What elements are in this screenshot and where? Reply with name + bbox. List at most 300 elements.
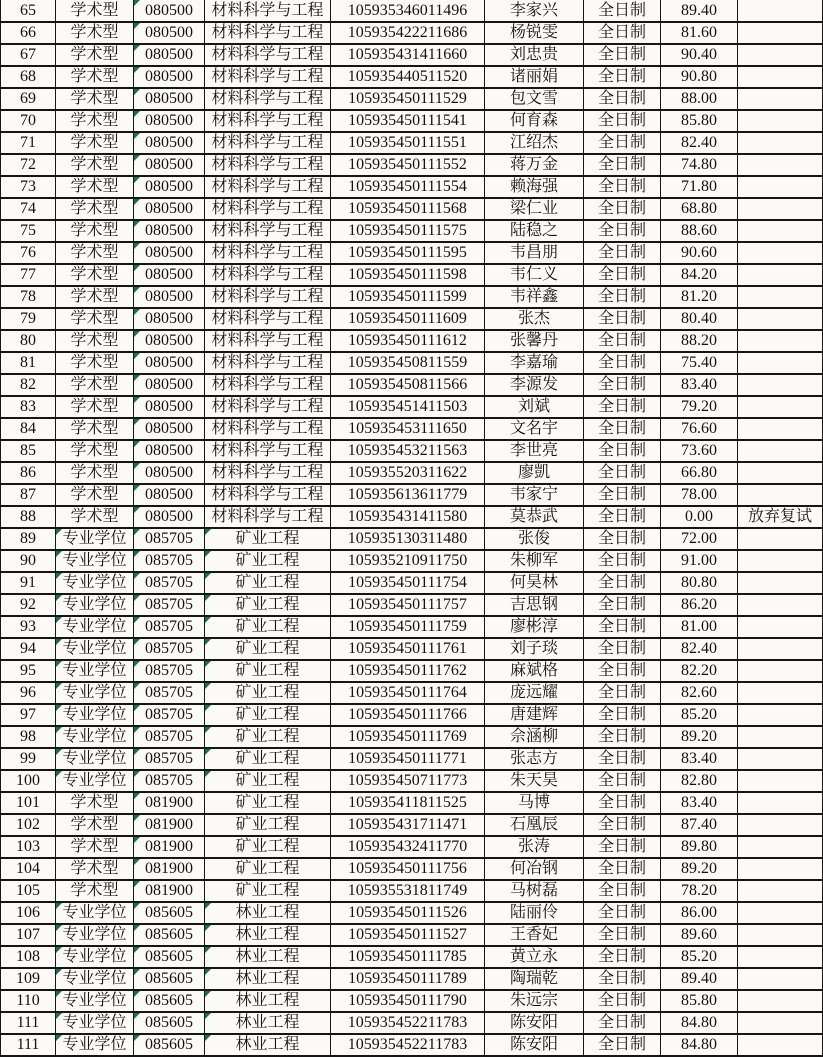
cell-study-mode[interactable]: 全日制 <box>584 374 661 396</box>
cell-study-mode[interactable]: 全日制 <box>584 550 661 572</box>
cell-candidate-id[interactable]: 105935210911750 <box>331 550 485 572</box>
cell-study-mode[interactable]: 全日制 <box>584 484 661 506</box>
cell-candidate-id[interactable]: 105935450111527 <box>331 924 485 946</box>
cell-major-code[interactable]: 080500 <box>134 198 205 220</box>
cell-candidate-id[interactable]: 105935346011496 <box>331 0 485 22</box>
cell-row-number[interactable]: 74 <box>1 198 56 220</box>
cell-remark[interactable] <box>738 704 823 726</box>
cell-candidate-id[interactable]: 105935450111552 <box>331 154 485 176</box>
cell-degree-type[interactable]: 学术型 <box>56 418 134 440</box>
cell-degree-type[interactable]: 学术型 <box>56 22 134 44</box>
cell-major-code[interactable]: 080500 <box>134 88 205 110</box>
cell-candidate-name[interactable]: 马博 <box>485 792 584 814</box>
cell-candidate-id[interactable]: 105935531811749 <box>331 880 485 902</box>
cell-major-code[interactable]: 085705 <box>134 660 205 682</box>
cell-remark[interactable] <box>738 132 823 154</box>
cell-remark[interactable] <box>738 880 823 902</box>
cell-degree-type[interactable]: 学术型 <box>56 66 134 88</box>
cell-major-code[interactable]: 080500 <box>134 242 205 264</box>
cell-major-code[interactable]: 080500 <box>134 154 205 176</box>
cell-row-number[interactable]: 107 <box>1 924 56 946</box>
cell-candidate-name[interactable]: 陶瑞乾 <box>485 968 584 990</box>
cell-degree-type[interactable]: 专业学位 <box>56 770 134 792</box>
cell-score[interactable]: 82.20 <box>661 660 738 682</box>
cell-degree-type[interactable]: 学术型 <box>56 462 134 484</box>
cell-remark[interactable] <box>738 550 823 572</box>
cell-candidate-name[interactable]: 诸丽娟 <box>485 66 584 88</box>
cell-study-mode[interactable]: 全日制 <box>584 638 661 660</box>
cell-score[interactable]: 71.80 <box>661 176 738 198</box>
cell-major-code[interactable]: 085605 <box>134 924 205 946</box>
cell-major-code[interactable]: 080500 <box>134 506 205 528</box>
cell-candidate-name[interactable]: 莫恭武 <box>485 506 584 528</box>
cell-major-code[interactable]: 080500 <box>134 374 205 396</box>
cell-row-number[interactable]: 105 <box>1 880 56 902</box>
cell-degree-type[interactable]: 专业学位 <box>56 748 134 770</box>
cell-row-number[interactable]: 81 <box>1 352 56 374</box>
cell-major-name[interactable]: 林业工程 <box>205 1012 331 1034</box>
cell-candidate-id[interactable]: 105935450111595 <box>331 242 485 264</box>
cell-degree-type[interactable]: 专业学位 <box>56 968 134 990</box>
cell-candidate-name[interactable]: 何昊林 <box>485 572 584 594</box>
cell-study-mode[interactable]: 全日制 <box>584 528 661 550</box>
cell-study-mode[interactable]: 全日制 <box>584 110 661 132</box>
cell-major-name[interactable]: 材料科学与工程 <box>205 0 331 22</box>
cell-candidate-id[interactable]: 105935450111785 <box>331 946 485 968</box>
cell-row-number[interactable]: 83 <box>1 396 56 418</box>
cell-major-name[interactable]: 林业工程 <box>205 990 331 1012</box>
cell-candidate-name[interactable]: 赖海强 <box>485 176 584 198</box>
cell-remark[interactable] <box>738 968 823 990</box>
cell-candidate-id[interactable]: 105935450111764 <box>331 682 485 704</box>
cell-study-mode[interactable]: 全日制 <box>584 308 661 330</box>
cell-score[interactable]: 82.40 <box>661 638 738 660</box>
cell-major-name[interactable]: 矿业工程 <box>205 616 331 638</box>
cell-row-number[interactable]: 102 <box>1 814 56 836</box>
cell-candidate-id[interactable]: 105935450111541 <box>331 110 485 132</box>
cell-remark[interactable] <box>738 220 823 242</box>
cell-major-name[interactable]: 材料科学与工程 <box>205 198 331 220</box>
cell-major-code[interactable]: 085705 <box>134 638 205 660</box>
cell-degree-type[interactable]: 学术型 <box>56 132 134 154</box>
cell-major-name[interactable]: 林业工程 <box>205 968 331 990</box>
cell-major-code[interactable]: 080500 <box>134 330 205 352</box>
cell-candidate-id[interactable]: 105935450111771 <box>331 748 485 770</box>
cell-remark[interactable] <box>738 660 823 682</box>
cell-score[interactable]: 89.40 <box>661 0 738 22</box>
cell-major-name[interactable]: 材料科学与工程 <box>205 462 331 484</box>
cell-study-mode[interactable]: 全日制 <box>584 572 661 594</box>
cell-degree-type[interactable]: 专业学位 <box>56 682 134 704</box>
cell-major-name[interactable]: 材料科学与工程 <box>205 286 331 308</box>
cell-major-code[interactable]: 080500 <box>134 440 205 462</box>
cell-candidate-name[interactable]: 刘子琰 <box>485 638 584 660</box>
cell-candidate-id[interactable]: 105935452211783 <box>331 1034 485 1056</box>
cell-degree-type[interactable]: 专业学位 <box>56 990 134 1012</box>
cell-score[interactable]: 90.80 <box>661 66 738 88</box>
cell-remark[interactable] <box>738 22 823 44</box>
cell-candidate-id[interactable]: 105935450811559 <box>331 352 485 374</box>
cell-major-code[interactable]: 085605 <box>134 902 205 924</box>
cell-candidate-id[interactable]: 105935450111769 <box>331 726 485 748</box>
cell-remark[interactable] <box>738 396 823 418</box>
cell-major-name[interactable]: 矿业工程 <box>205 572 331 594</box>
cell-score[interactable]: 89.40 <box>661 968 738 990</box>
cell-study-mode[interactable]: 全日制 <box>584 418 661 440</box>
cell-remark[interactable] <box>738 990 823 1012</box>
cell-row-number[interactable]: 71 <box>1 132 56 154</box>
cell-remark[interactable] <box>738 66 823 88</box>
cell-candidate-name[interactable]: 陆稳之 <box>485 220 584 242</box>
cell-candidate-id[interactable]: 105935450111554 <box>331 176 485 198</box>
cell-candidate-id[interactable]: 105935450111761 <box>331 638 485 660</box>
cell-remark[interactable] <box>738 110 823 132</box>
cell-major-name[interactable]: 矿业工程 <box>205 528 331 550</box>
cell-major-name[interactable]: 材料科学与工程 <box>205 88 331 110</box>
cell-score[interactable]: 82.40 <box>661 132 738 154</box>
cell-row-number[interactable]: 90 <box>1 550 56 572</box>
cell-candidate-id[interactable]: 105935450111757 <box>331 594 485 616</box>
cell-degree-type[interactable]: 学术型 <box>56 880 134 902</box>
cell-row-number[interactable]: 111 <box>1 1012 56 1034</box>
cell-degree-type[interactable]: 专业学位 <box>56 726 134 748</box>
cell-score[interactable]: 66.80 <box>661 462 738 484</box>
cell-candidate-name[interactable]: 包文雪 <box>485 88 584 110</box>
cell-score[interactable]: 81.60 <box>661 22 738 44</box>
cell-remark[interactable] <box>738 572 823 594</box>
cell-row-number[interactable]: 72 <box>1 154 56 176</box>
cell-major-code[interactable]: 081900 <box>134 792 205 814</box>
cell-degree-type[interactable]: 学术型 <box>56 88 134 110</box>
cell-study-mode[interactable]: 全日制 <box>584 682 661 704</box>
cell-candidate-name[interactable]: 吉思钢 <box>485 594 584 616</box>
cell-major-code[interactable]: 085705 <box>134 726 205 748</box>
cell-major-code[interactable]: 085605 <box>134 990 205 1012</box>
cell-row-number[interactable]: 96 <box>1 682 56 704</box>
cell-study-mode[interactable]: 全日制 <box>584 880 661 902</box>
cell-major-code[interactable]: 080500 <box>134 286 205 308</box>
cell-study-mode[interactable]: 全日制 <box>584 660 661 682</box>
cell-row-number[interactable]: 101 <box>1 792 56 814</box>
cell-degree-type[interactable]: 专业学位 <box>56 594 134 616</box>
cell-study-mode[interactable]: 全日制 <box>584 506 661 528</box>
cell-candidate-id[interactable]: 105935450111575 <box>331 220 485 242</box>
cell-score[interactable]: 86.00 <box>661 902 738 924</box>
cell-major-code[interactable]: 080500 <box>134 264 205 286</box>
cell-degree-type[interactable]: 学术型 <box>56 44 134 66</box>
cell-study-mode[interactable]: 全日制 <box>584 770 661 792</box>
cell-major-name[interactable]: 矿业工程 <box>205 726 331 748</box>
cell-score[interactable]: 88.20 <box>661 330 738 352</box>
cell-study-mode[interactable]: 全日制 <box>584 924 661 946</box>
cell-row-number[interactable]: 86 <box>1 462 56 484</box>
cell-score[interactable]: 90.40 <box>661 44 738 66</box>
cell-remark[interactable] <box>738 352 823 374</box>
cell-candidate-name[interactable]: 何冶钢 <box>485 858 584 880</box>
cell-degree-type[interactable]: 学术型 <box>56 110 134 132</box>
cell-remark[interactable]: 放弃复试 <box>738 506 823 528</box>
cell-remark[interactable] <box>738 308 823 330</box>
cell-major-code[interactable]: 080500 <box>134 462 205 484</box>
cell-candidate-id[interactable]: 105935450111599 <box>331 286 485 308</box>
cell-candidate-id[interactable]: 105935450111598 <box>331 264 485 286</box>
cell-study-mode[interactable]: 全日制 <box>584 704 661 726</box>
cell-score[interactable]: 81.20 <box>661 286 738 308</box>
cell-candidate-name[interactable]: 王香妃 <box>485 924 584 946</box>
cell-major-name[interactable]: 林业工程 <box>205 902 331 924</box>
cell-remark[interactable] <box>738 198 823 220</box>
cell-candidate-id[interactable]: 105935450111612 <box>331 330 485 352</box>
cell-degree-type[interactable]: 专业学位 <box>56 1034 134 1056</box>
cell-remark[interactable] <box>738 792 823 814</box>
cell-remark[interactable] <box>738 264 823 286</box>
cell-score[interactable]: 72.00 <box>661 528 738 550</box>
cell-degree-type[interactable]: 专业学位 <box>56 924 134 946</box>
cell-major-name[interactable]: 矿业工程 <box>205 836 331 858</box>
cell-score[interactable]: 85.20 <box>661 704 738 726</box>
cell-major-code[interactable]: 080500 <box>134 66 205 88</box>
cell-study-mode[interactable]: 全日制 <box>584 814 661 836</box>
cell-candidate-id[interactable]: 105935422211686 <box>331 22 485 44</box>
cell-score[interactable]: 90.60 <box>661 242 738 264</box>
cell-candidate-name[interactable]: 廖彬淳 <box>485 616 584 638</box>
cell-remark[interactable] <box>738 0 823 22</box>
cell-candidate-id[interactable]: 105935431411660 <box>331 44 485 66</box>
cell-row-number[interactable]: 111 <box>1 1034 56 1056</box>
cell-major-code[interactable]: 080500 <box>134 484 205 506</box>
cell-candidate-name[interactable]: 李嘉瑜 <box>485 352 584 374</box>
cell-score[interactable]: 78.00 <box>661 484 738 506</box>
cell-remark[interactable] <box>738 286 823 308</box>
cell-row-number[interactable]: 93 <box>1 616 56 638</box>
cell-score[interactable]: 85.80 <box>661 990 738 1012</box>
cell-row-number[interactable]: 76 <box>1 242 56 264</box>
cell-remark[interactable] <box>738 1012 823 1034</box>
cell-degree-type[interactable]: 学术型 <box>56 792 134 814</box>
cell-candidate-id[interactable]: 105935450111762 <box>331 660 485 682</box>
cell-major-name[interactable]: 材料科学与工程 <box>205 264 331 286</box>
cell-remark[interactable] <box>738 462 823 484</box>
cell-row-number[interactable]: 87 <box>1 484 56 506</box>
cell-candidate-name[interactable]: 韦昌朋 <box>485 242 584 264</box>
cell-degree-type[interactable]: 学术型 <box>56 242 134 264</box>
cell-score[interactable]: 91.00 <box>661 550 738 572</box>
cell-major-code[interactable]: 085605 <box>134 946 205 968</box>
cell-row-number[interactable]: 110 <box>1 990 56 1012</box>
cell-candidate-name[interactable]: 朱柳军 <box>485 550 584 572</box>
cell-major-code[interactable]: 080500 <box>134 220 205 242</box>
cell-score[interactable]: 82.80 <box>661 770 738 792</box>
cell-score[interactable]: 79.20 <box>661 396 738 418</box>
cell-major-name[interactable]: 矿业工程 <box>205 660 331 682</box>
cell-degree-type[interactable]: 学术型 <box>56 0 134 22</box>
cell-major-code[interactable]: 080500 <box>134 176 205 198</box>
cell-score[interactable]: 89.20 <box>661 726 738 748</box>
cell-candidate-name[interactable]: 廖凱 <box>485 462 584 484</box>
cell-degree-type[interactable]: 专业学位 <box>56 638 134 660</box>
cell-candidate-name[interactable]: 朱天昊 <box>485 770 584 792</box>
cell-row-number[interactable]: 95 <box>1 660 56 682</box>
cell-major-code[interactable]: 080500 <box>134 308 205 330</box>
cell-score[interactable]: 83.40 <box>661 374 738 396</box>
cell-major-code[interactable]: 080500 <box>134 0 205 22</box>
cell-score[interactable]: 85.80 <box>661 110 738 132</box>
cell-major-name[interactable]: 材料科学与工程 <box>205 176 331 198</box>
cell-candidate-name[interactable]: 韦家宁 <box>485 484 584 506</box>
cell-score[interactable]: 68.80 <box>661 198 738 220</box>
cell-degree-type[interactable]: 学术型 <box>56 396 134 418</box>
cell-row-number[interactable]: 78 <box>1 286 56 308</box>
cell-major-code[interactable]: 085705 <box>134 572 205 594</box>
cell-remark[interactable] <box>738 682 823 704</box>
cell-candidate-id[interactable]: 105935450711773 <box>331 770 485 792</box>
cell-major-name[interactable]: 矿业工程 <box>205 550 331 572</box>
cell-remark[interactable] <box>738 726 823 748</box>
cell-candidate-name[interactable]: 梁仁业 <box>485 198 584 220</box>
cell-degree-type[interactable]: 学术型 <box>56 154 134 176</box>
cell-row-number[interactable]: 75 <box>1 220 56 242</box>
cell-degree-type[interactable]: 专业学位 <box>56 704 134 726</box>
cell-degree-type[interactable]: 专业学位 <box>56 660 134 682</box>
cell-major-name[interactable]: 材料科学与工程 <box>205 330 331 352</box>
cell-candidate-id[interactable]: 105935450111790 <box>331 990 485 1012</box>
cell-major-name[interactable]: 矿业工程 <box>205 704 331 726</box>
cell-major-name[interactable]: 材料科学与工程 <box>205 110 331 132</box>
cell-major-code[interactable]: 081900 <box>134 814 205 836</box>
cell-remark[interactable] <box>738 814 823 836</box>
cell-candidate-id[interactable]: 105935450111529 <box>331 88 485 110</box>
cell-row-number[interactable]: 67 <box>1 44 56 66</box>
cell-study-mode[interactable]: 全日制 <box>584 352 661 374</box>
cell-candidate-id[interactable]: 105935450111754 <box>331 572 485 594</box>
cell-remark[interactable] <box>738 440 823 462</box>
cell-remark[interactable] <box>738 924 823 946</box>
cell-candidate-id[interactable]: 105935453211563 <box>331 440 485 462</box>
cell-candidate-id[interactable]: 105935431711471 <box>331 814 485 836</box>
cell-major-code[interactable]: 080500 <box>134 132 205 154</box>
cell-major-code[interactable]: 080500 <box>134 418 205 440</box>
cell-major-code[interactable]: 085705 <box>134 616 205 638</box>
cell-row-number[interactable]: 100 <box>1 770 56 792</box>
cell-study-mode[interactable]: 全日制 <box>584 330 661 352</box>
cell-candidate-id[interactable]: 105935450111766 <box>331 704 485 726</box>
cell-degree-type[interactable]: 专业学位 <box>56 550 134 572</box>
cell-major-name[interactable]: 材料科学与工程 <box>205 154 331 176</box>
cell-candidate-name[interactable]: 何育森 <box>485 110 584 132</box>
cell-study-mode[interactable]: 全日制 <box>584 902 661 924</box>
cell-row-number[interactable]: 91 <box>1 572 56 594</box>
cell-remark[interactable] <box>738 946 823 968</box>
cell-candidate-id[interactable]: 105935450111568 <box>331 198 485 220</box>
cell-candidate-name[interactable]: 刘斌 <box>485 396 584 418</box>
cell-score[interactable]: 74.80 <box>661 154 738 176</box>
cell-degree-type[interactable]: 专业学位 <box>56 572 134 594</box>
cell-major-name[interactable]: 材料科学与工程 <box>205 440 331 462</box>
cell-degree-type[interactable]: 专业学位 <box>56 528 134 550</box>
cell-score[interactable]: 86.20 <box>661 594 738 616</box>
cell-remark[interactable] <box>738 858 823 880</box>
cell-degree-type[interactable]: 学术型 <box>56 814 134 836</box>
cell-major-code[interactable]: 085605 <box>134 968 205 990</box>
cell-major-name[interactable]: 材料科学与工程 <box>205 352 331 374</box>
cell-study-mode[interactable]: 全日制 <box>584 836 661 858</box>
cell-row-number[interactable]: 99 <box>1 748 56 770</box>
cell-score[interactable]: 0.00 <box>661 506 738 528</box>
cell-major-name[interactable]: 矿业工程 <box>205 880 331 902</box>
cell-major-code[interactable]: 080500 <box>134 396 205 418</box>
cell-major-name[interactable]: 矿业工程 <box>205 638 331 660</box>
cell-score[interactable]: 88.60 <box>661 220 738 242</box>
cell-score[interactable]: 78.20 <box>661 880 738 902</box>
cell-remark[interactable] <box>738 836 823 858</box>
cell-major-name[interactable]: 矿业工程 <box>205 594 331 616</box>
cell-row-number[interactable]: 108 <box>1 946 56 968</box>
cell-major-name[interactable]: 材料科学与工程 <box>205 396 331 418</box>
cell-candidate-name[interactable]: 韦仁义 <box>485 264 584 286</box>
cell-remark[interactable] <box>738 1034 823 1056</box>
cell-major-code[interactable]: 081900 <box>134 880 205 902</box>
cell-major-name[interactable]: 矿业工程 <box>205 682 331 704</box>
cell-study-mode[interactable]: 全日制 <box>584 858 661 880</box>
cell-degree-type[interactable]: 学术型 <box>56 308 134 330</box>
cell-degree-type[interactable]: 专业学位 <box>56 1012 134 1034</box>
cell-major-code[interactable]: 080500 <box>134 22 205 44</box>
cell-remark[interactable] <box>738 44 823 66</box>
cell-score[interactable]: 87.40 <box>661 814 738 836</box>
cell-major-name[interactable]: 材料科学与工程 <box>205 66 331 88</box>
cell-degree-type[interactable]: 学术型 <box>56 836 134 858</box>
cell-degree-type[interactable]: 专业学位 <box>56 902 134 924</box>
cell-candidate-name[interactable]: 石凰辰 <box>485 814 584 836</box>
cell-score[interactable]: 84.80 <box>661 1012 738 1034</box>
cell-major-code[interactable]: 080500 <box>134 44 205 66</box>
cell-major-code[interactable]: 085605 <box>134 1012 205 1034</box>
cell-major-code[interactable]: 080500 <box>134 352 205 374</box>
cell-study-mode[interactable]: 全日制 <box>584 462 661 484</box>
cell-degree-type[interactable]: 学术型 <box>56 352 134 374</box>
cell-study-mode[interactable]: 全日制 <box>584 440 661 462</box>
cell-row-number[interactable]: 104 <box>1 858 56 880</box>
cell-candidate-id[interactable]: 105935520311622 <box>331 462 485 484</box>
cell-degree-type[interactable]: 学术型 <box>56 198 134 220</box>
cell-major-name[interactable]: 林业工程 <box>205 924 331 946</box>
cell-study-mode[interactable]: 全日制 <box>584 396 661 418</box>
cell-degree-type[interactable]: 学术型 <box>56 330 134 352</box>
cell-candidate-name[interactable]: 黄立永 <box>485 946 584 968</box>
cell-candidate-name[interactable]: 马树磊 <box>485 880 584 902</box>
cell-remark[interactable] <box>738 484 823 506</box>
cell-degree-type[interactable]: 学术型 <box>56 220 134 242</box>
cell-study-mode[interactable]: 全日制 <box>584 22 661 44</box>
cell-degree-type[interactable]: 学术型 <box>56 440 134 462</box>
cell-row-number[interactable]: 66 <box>1 22 56 44</box>
cell-major-name[interactable]: 矿业工程 <box>205 858 331 880</box>
cell-study-mode[interactable]: 全日制 <box>584 242 661 264</box>
cell-row-number[interactable]: 89 <box>1 528 56 550</box>
cell-remark[interactable] <box>738 770 823 792</box>
cell-candidate-name[interactable]: 张俊 <box>485 528 584 550</box>
cell-study-mode[interactable]: 全日制 <box>584 220 661 242</box>
cell-remark[interactable] <box>738 748 823 770</box>
cell-study-mode[interactable]: 全日制 <box>584 990 661 1012</box>
cell-major-name[interactable]: 材料科学与工程 <box>205 242 331 264</box>
cell-score[interactable]: 81.00 <box>661 616 738 638</box>
cell-candidate-id[interactable]: 105935450111756 <box>331 858 485 880</box>
cell-study-mode[interactable]: 全日制 <box>584 44 661 66</box>
cell-study-mode[interactable]: 全日制 <box>584 286 661 308</box>
cell-row-number[interactable]: 68 <box>1 66 56 88</box>
cell-row-number[interactable]: 85 <box>1 440 56 462</box>
